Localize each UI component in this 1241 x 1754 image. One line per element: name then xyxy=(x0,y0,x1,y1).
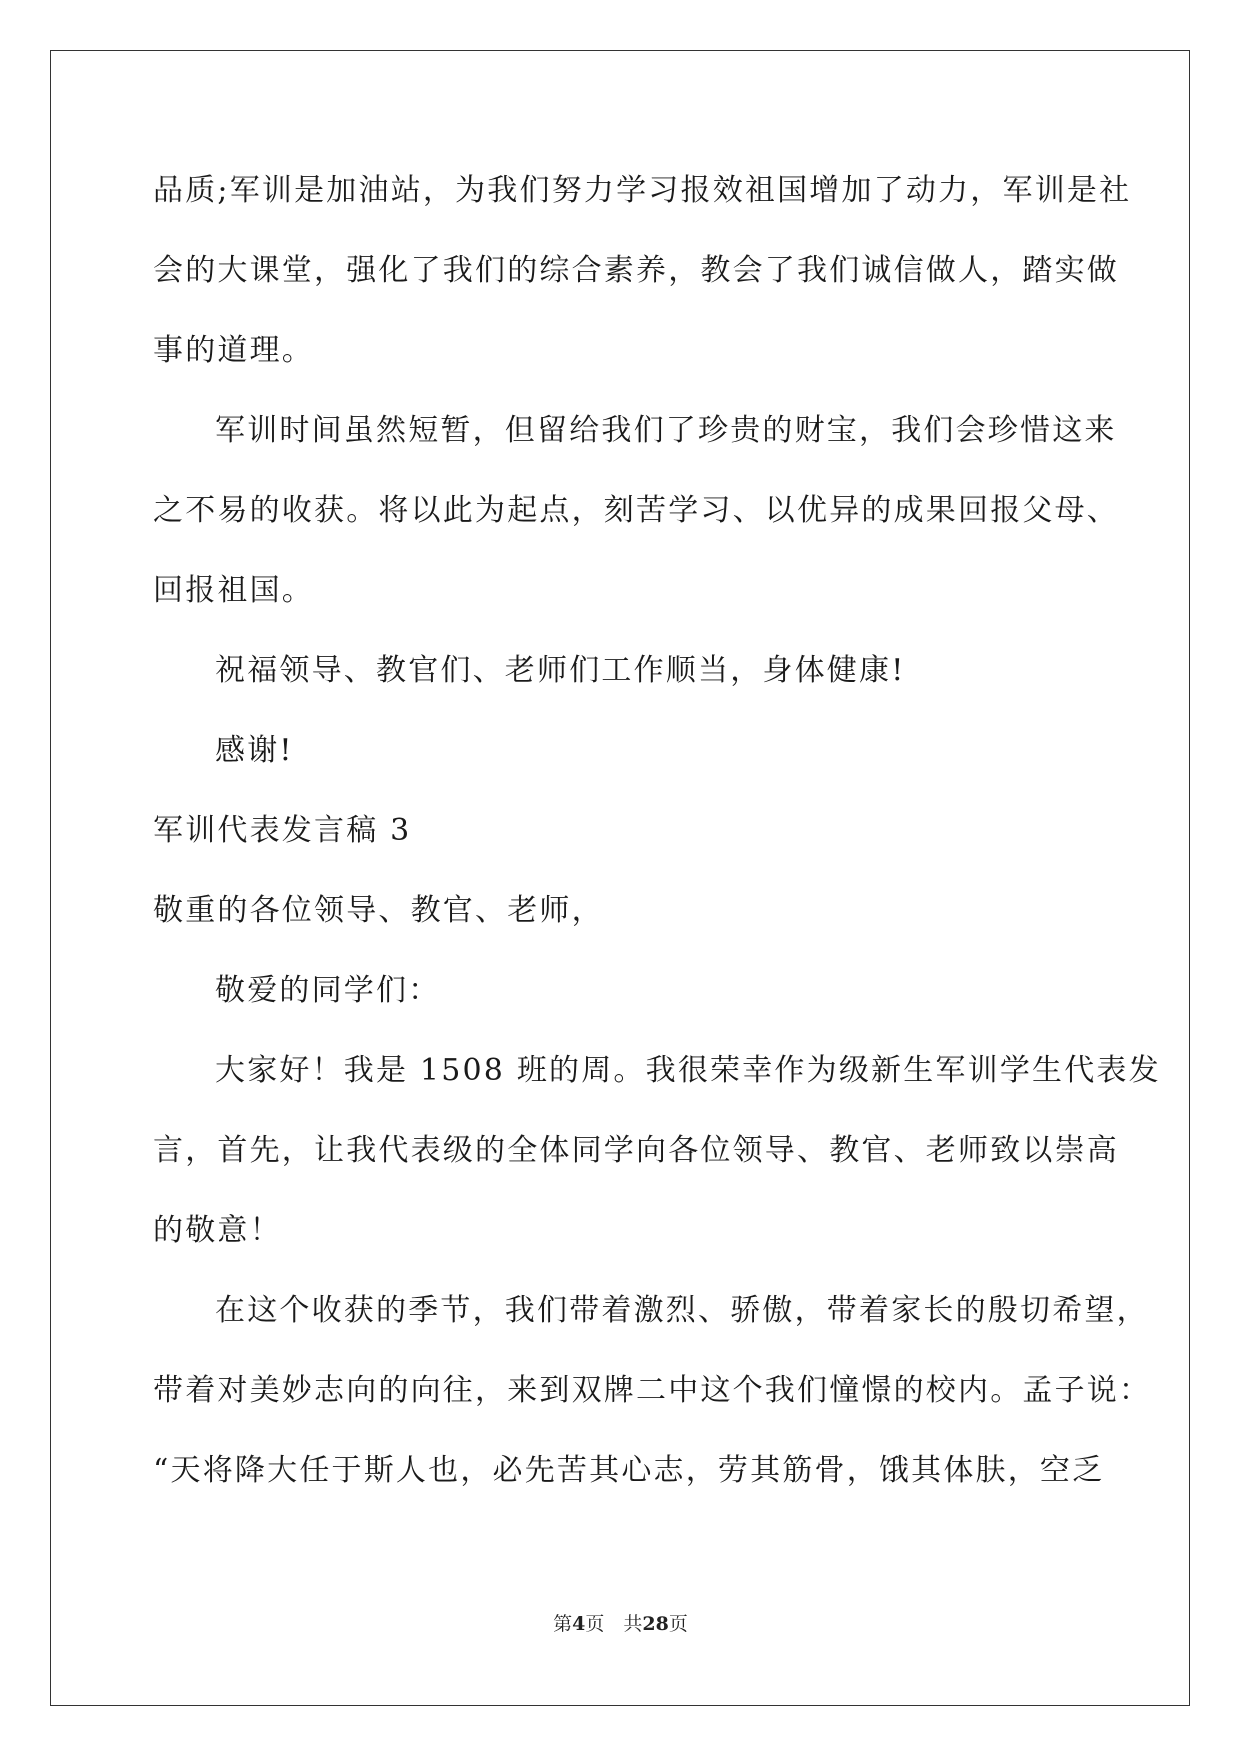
salutation-line-2: 敬爱的同学们： xyxy=(215,973,441,1008)
body-line-12: 大家好！我是 1508 班的周。我很荣幸作为级新生军训学生代表发 xyxy=(215,1053,1161,1088)
body-line-13: 言，首先，让我代表级的全体同学向各位领导、教官、老师致以崇高 xyxy=(153,1133,1119,1168)
body-line-14: 的敬意！ xyxy=(153,1213,282,1248)
footer-mid: 页 共 xyxy=(585,1613,643,1635)
footer-current-page: 4 xyxy=(572,1613,586,1635)
body-line-17: “天将降大任于斯人也，必先苦其心志，劳其筋骨，饿其体肤，空乏 xyxy=(153,1453,1105,1488)
footer-total-pages: 28 xyxy=(642,1613,669,1635)
body-line-5: 之不易的收获。将以此为起点，刻苦学习、以优异的成果回报父母、 xyxy=(153,493,1119,528)
section-heading: 军训代表发言稿 3 xyxy=(153,813,412,848)
footer-prefix: 第 xyxy=(553,1613,573,1635)
body-line-16: 带着对美妙志向的向往，来到双牌二中这个我们憧憬的校内。孟子说： xyxy=(153,1373,1152,1408)
body-line-4: 军训时间虽然短暂，但留给我们了珍贵的财宝，我们会珍惜这来 xyxy=(215,413,1117,448)
body-line-3: 事的道理。 xyxy=(153,333,314,368)
body-line-7: 祝福领导、教官们、老师们工作顺当，身体健康! xyxy=(215,653,906,688)
body-line-6: 回报祖国。 xyxy=(153,573,314,608)
body-line-1: 品质;军训是加油站，为我们努力学习报效祖国增加了动力，军训是社 xyxy=(153,173,1132,208)
body-line-8: 感谢! xyxy=(215,733,294,768)
salutation-line-1: 敬重的各位领导、教官、老师， xyxy=(153,893,604,928)
page-footer xyxy=(0,1612,1241,1636)
body-line-2: 会的大课堂，强化了我们的综合素养，教会了我们诚信做人，踏实做 xyxy=(153,253,1119,288)
body-line-15: 在这个收获的季节，我们带着激烈、骄傲，带着家长的殷切希望， xyxy=(215,1293,1149,1328)
footer-suffix: 页 xyxy=(668,1613,688,1635)
